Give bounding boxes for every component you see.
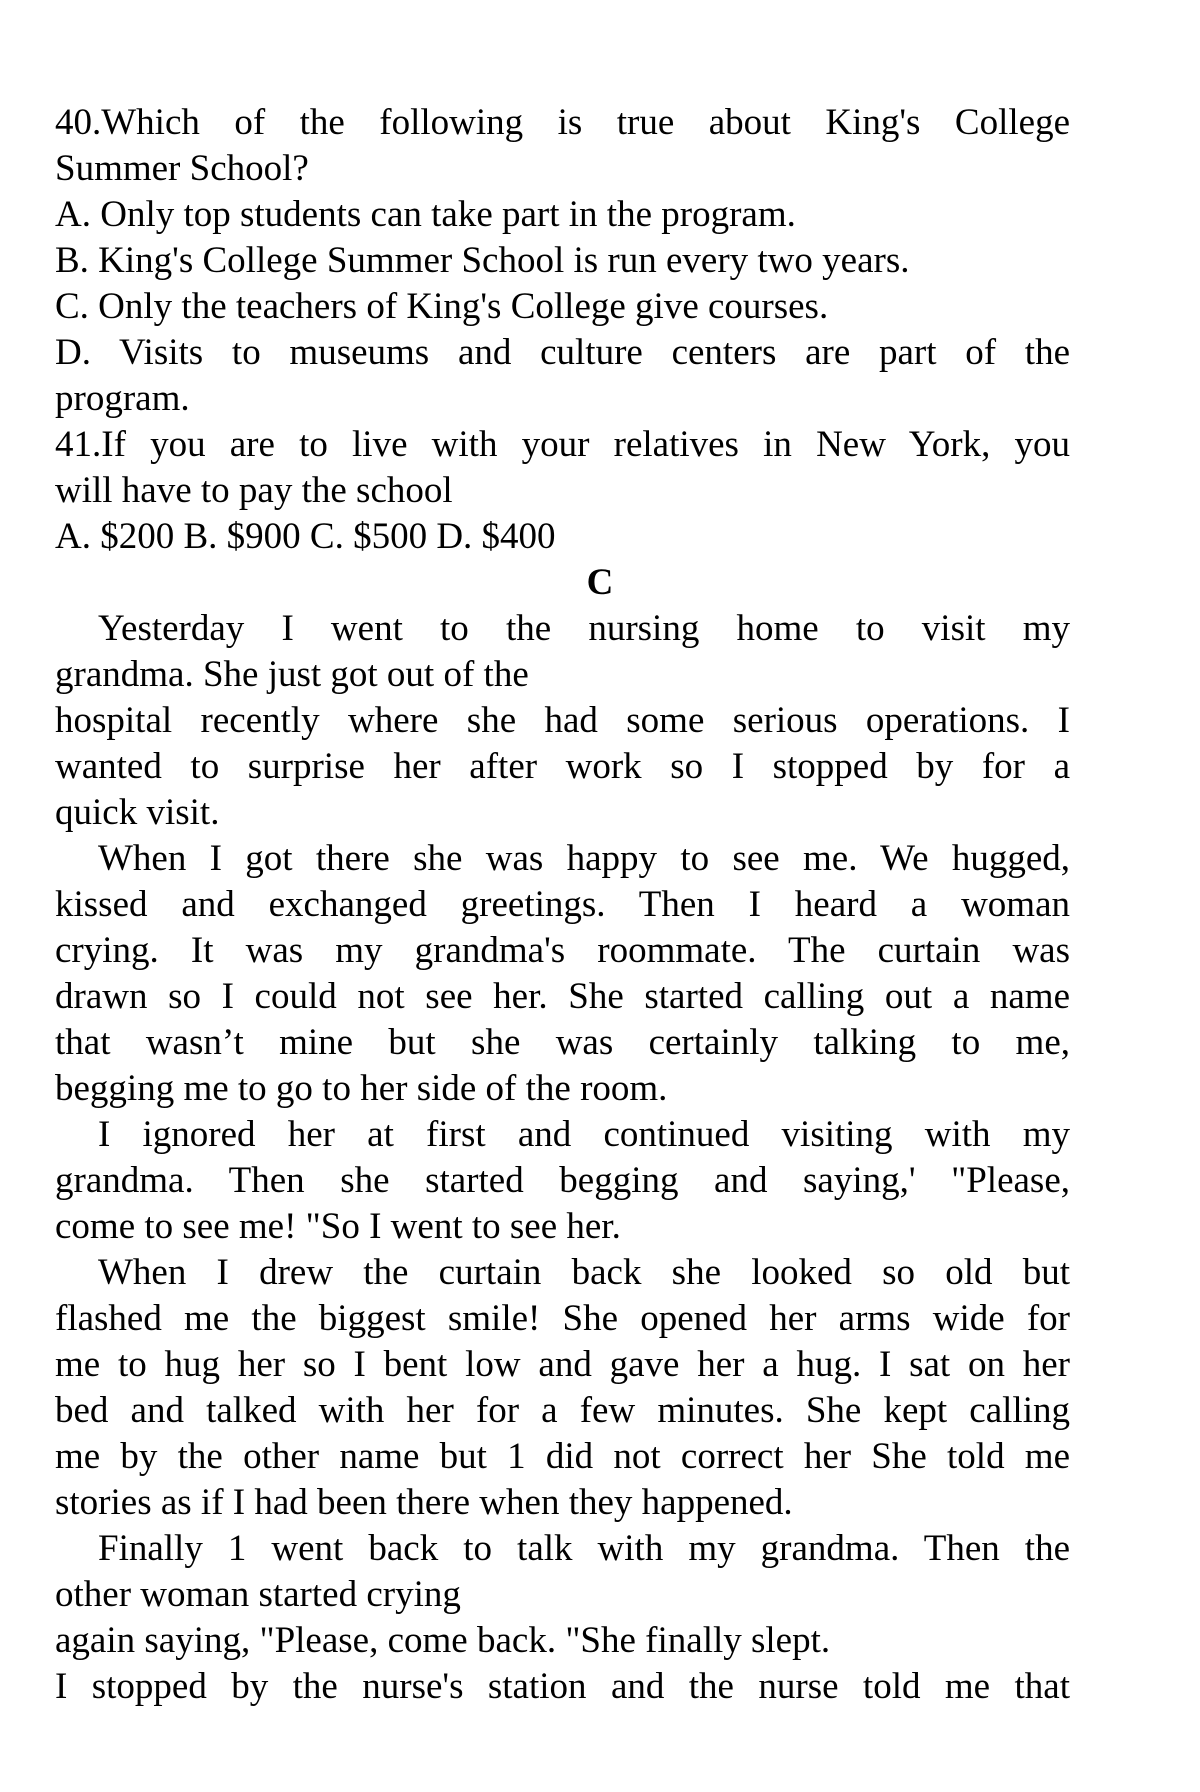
text-line: D. Visits to museums and culture centers are part of the (55, 332, 1070, 373)
text-line: Yesterday I went to the nursing home to visit my (98, 608, 1070, 649)
text-line: other woman started crying (55, 1574, 461, 1615)
text-line: 41.If you are to live with your relatives in New York, you (55, 424, 1070, 465)
text-line: crying. It was my grandma's roommate. The curtain was (55, 930, 1070, 971)
text-line: A. $200 B. $900 C. $500 D. $400 (55, 516, 556, 557)
text-line: flashed me the biggest smile! She opened her arms wide for (55, 1298, 1070, 1339)
section-heading: C (586, 562, 614, 603)
text-line: bed and talked with her for a few minutes. She kept calling (55, 1390, 1070, 1431)
text-line: When I got there she was happy to see me. We hugged, (98, 838, 1070, 879)
text-line: grandma. She just got out of the (55, 654, 529, 695)
text-line: I ignored her at first and continued visiting with my (98, 1114, 1070, 1155)
text-line: will have to pay the school (55, 470, 453, 511)
text-line: program. (55, 378, 190, 419)
text-line: Finally 1 went back to talk with my grandma. Then the (98, 1528, 1070, 1569)
text-line: me to hug her so I bent low and gave her a hug. I sat on her (55, 1344, 1070, 1385)
text-line: hospital recently where she had some serious operations. I (55, 700, 1070, 741)
text-line: When I drew the curtain back she looked so old but (98, 1252, 1070, 1293)
text-line: I stopped by the nurse's station and the nurse told me that (55, 1666, 1070, 1707)
text-line: grandma. Then she started begging and saying,' "Please, (55, 1160, 1070, 1201)
text-line: drawn so I could not see her. She started calling out a name (55, 976, 1070, 1017)
text-line: again saying, "Please, come back. "She finally slept. (55, 1620, 831, 1661)
text-line: B. King's College Summer School is run every two years. (55, 240, 910, 281)
text-line: come to see me! "So I went to see her. (55, 1206, 621, 1247)
text-line: quick visit. (55, 792, 220, 833)
text-line: A. Only top students can take part in the program. (55, 194, 796, 235)
text-line: 40.Which of the following is true about King's College (55, 102, 1070, 143)
text-line: that wasn’t mine but she was certainly talking to me, (55, 1022, 1070, 1063)
text-line: Summer School? (55, 148, 309, 189)
text-line: C. Only the teachers of King's College give courses. (55, 286, 829, 327)
text-line: me by the other name but 1 did not correct her She told me (55, 1436, 1070, 1477)
text-line: wanted to surprise her after work so I stopped by for a (55, 746, 1070, 787)
text-line: begging me to go to her side of the room. (55, 1068, 668, 1109)
text-line: stories as if I had been there when they happened. (55, 1482, 793, 1523)
text-line: kissed and exchanged greetings. Then I heard a woman (55, 884, 1070, 925)
